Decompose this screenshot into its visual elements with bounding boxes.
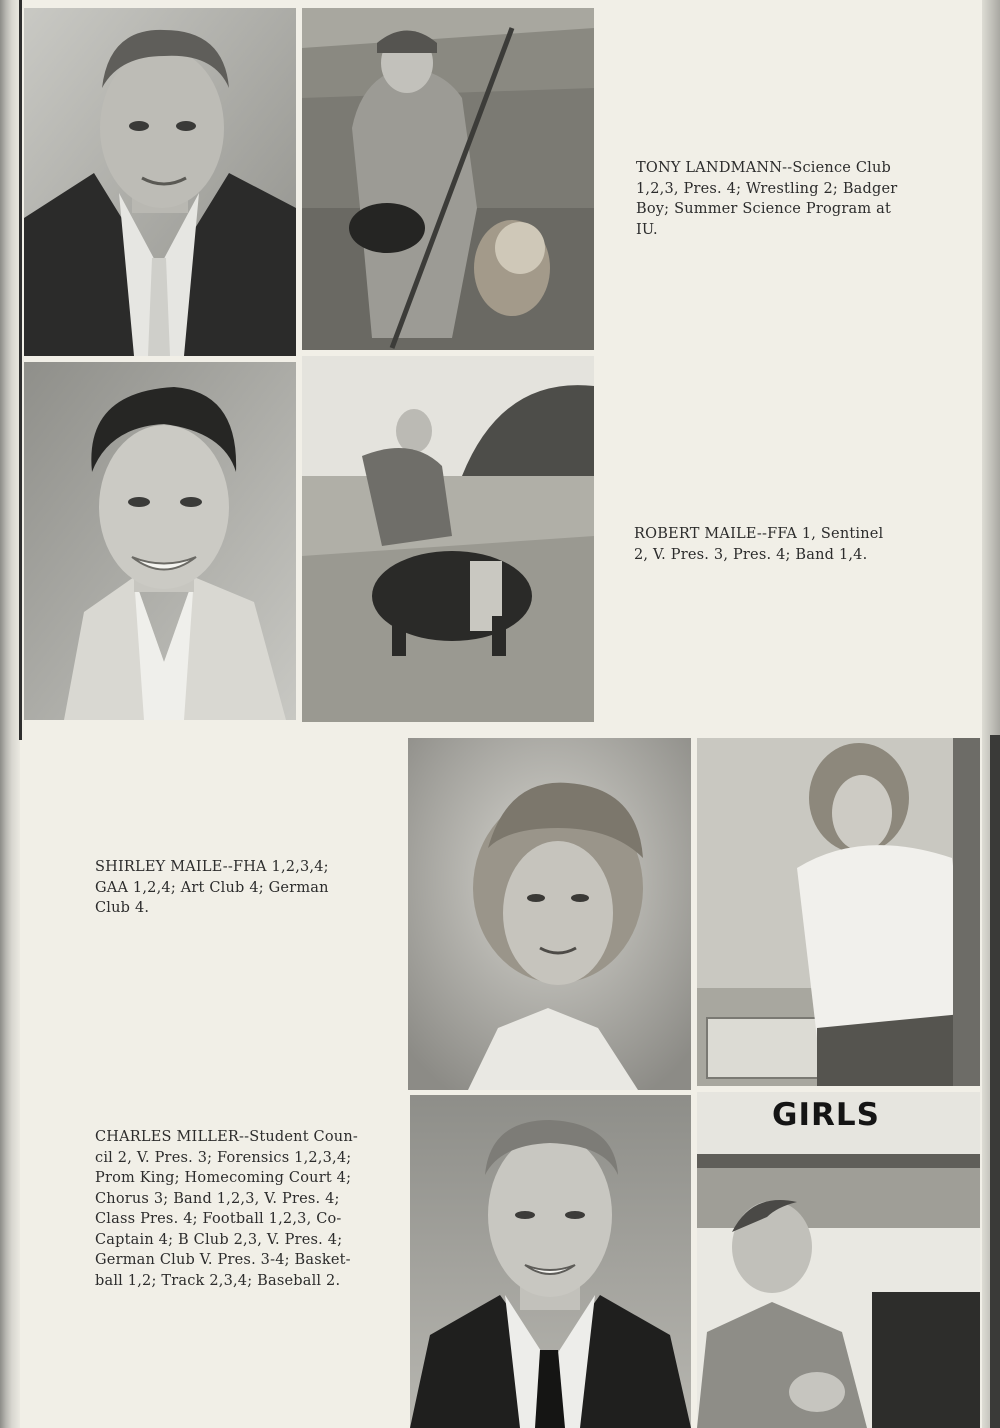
caption-line: Class Pres. 4; Football 1,2,3, Co-	[95, 1211, 342, 1227]
next-page-edge	[990, 735, 1000, 1428]
caption-line: 1,2,3, Pres. 4; Wrestling 2; Badger	[636, 180, 898, 197]
caption-line: ball 1,2; Track 2,3,4; Baseball 2.	[95, 1272, 341, 1289]
shirley-maile-portrait	[408, 738, 691, 1090]
caption-line: IU.	[636, 221, 658, 238]
caption-line: CHARLES MILLER--Student Coun-	[95, 1129, 358, 1145]
charles-miller-candid-photo	[697, 1092, 980, 1428]
page-binding-edge	[0, 0, 20, 1428]
robert-maile-candid-photo	[302, 356, 594, 722]
caption-line: ROBERT MAILE--FFA 1, Sentinel	[634, 526, 884, 542]
caption-line: Boy; Summer Science Program at	[636, 201, 891, 217]
photo-sign-text: GIRLS	[772, 1097, 880, 1133]
caption-line: German Club V. Pres. 3-4; Basket-	[95, 1252, 351, 1268]
robert-maile-portrait	[24, 362, 296, 720]
tony-landmann-candid-photo	[302, 8, 594, 350]
shirley-maile-candid-photo	[697, 738, 980, 1086]
caption-line: cil 2, V. Pres. 3; Forensics 1,2,3,4;	[95, 1149, 352, 1166]
charles-miller-caption	[95, 1127, 358, 1291]
tony-landmann-portrait	[24, 8, 296, 356]
caption-line: Prom King; Homecoming Court 4;	[95, 1170, 352, 1186]
robert-maile-caption	[634, 524, 883, 565]
spine-line	[19, 0, 22, 740]
caption-line: Chorus 3; Band 1,2,3, V. Pres. 4;	[95, 1190, 340, 1207]
charles-miller-portrait	[410, 1095, 691, 1428]
shirley-maile-caption	[95, 857, 329, 919]
caption-line: SHIRLEY MAILE--FHA 1,2,3,4;	[95, 859, 329, 875]
caption-line: 2, V. Pres. 3, Pres. 4; Band 1,4.	[634, 546, 868, 563]
caption-line: TONY LANDMANN--Science Club	[636, 160, 892, 176]
caption-line: GAA 1,2,4; Art Club 4; German	[95, 879, 329, 896]
tony-landmann-caption	[636, 158, 897, 240]
caption-line: Club 4.	[95, 900, 150, 916]
caption-line: Captain 4; B Club 2,3, V. Pres. 4;	[95, 1231, 343, 1248]
